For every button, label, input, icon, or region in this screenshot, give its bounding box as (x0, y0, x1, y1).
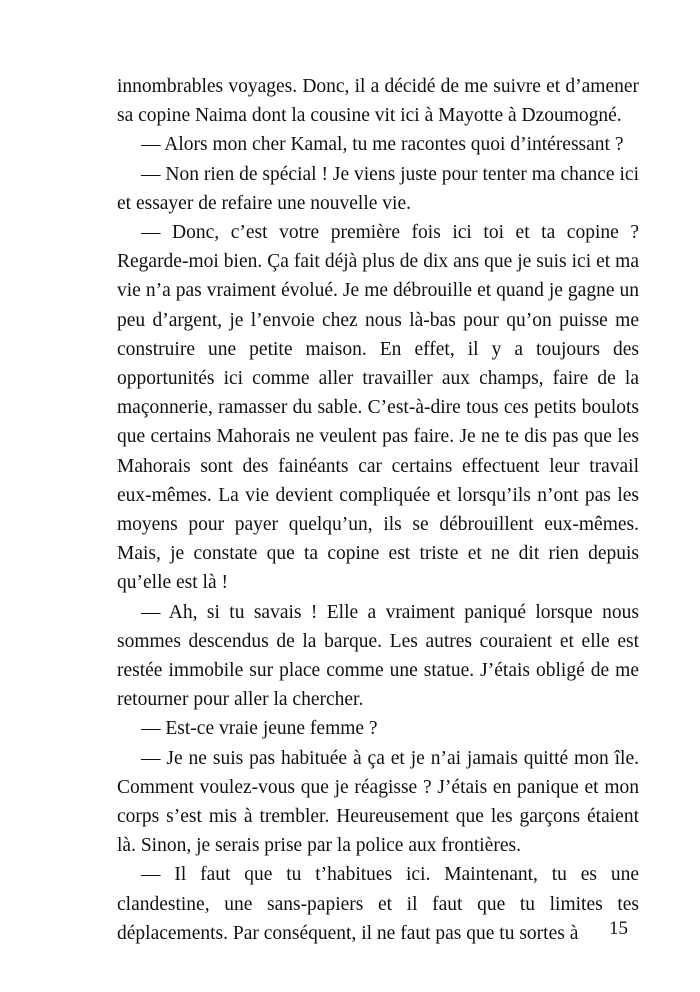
paragraph: — Il faut que tu t’habitues ici. Maintenant, tu es une clandestine, une sans-papiers et il faut que tu limites tes déplacements. Par conséquent, il ne faut pas que tu sortes à (117, 864, 639, 944)
paragraph: — Non rien de spécial ! Je viens juste pour tenter ma chance ici et essayer de refaire une nouvelle vie. (117, 163, 639, 214)
paragraph: — Est-ce vraie jeune femme ? (141, 718, 378, 740)
paragraph: — Alors mon cher Kamal, tu me racontes quoi d’intéressant ? (141, 134, 624, 156)
paragraph: — Donc, c’est votre première fois ici toi et ta copine ? Regarde-moi bien. Ça fait déjà plus de dix ans que je suis ici et ma vie n’a pas vraiment évolué. Je me débrouille et quand je gagne un peu d’argent, je l’envoie chez nous là-bas pour qu’on puisse me construire une petite maison. En effet, il y a toujours des opportunités ici comme aller travailler aux champs, faire de la maçonnerie, ramasser du sable. C’est-à-dire tous ces petits boulots que certains Mahorais ne veulent pas faire. Je ne te dis pas que les Mahorais sont des fainéants car certains effectuent leur travail eux-mêmes. La vie devient compliquée et lorsqu’ils n’ont pas les moyens pour payer quelqu’un, ils se débrouillent eux-mêmes. Mais, je constate que ta copine est triste et ne dit rien depuis qu’elle est là ! (117, 222, 639, 594)
page-number: 15 (609, 918, 628, 939)
paragraph: — Ah, si tu savais ! Elle a vraiment paniqué lorsque nous sommes descendus de la barque. Les autres couraient et elle est restée immobile sur place comme une statue. J’étais obligé de me retourner pour aller la chercher. (117, 601, 639, 711)
page-body-text (117, 72, 639, 948)
paragraph: innombrables voyages. Donc, il a décidé de me suivre et d’amener sa copine Naima dont la cousine vit ici à Mayotte à Dzoumogné. (117, 76, 639, 127)
paragraph: — Je ne suis pas habituée à ça et je n’ai jamais quitté mon île. Comment voulez-vous que je réagisse ? J’étais en panique et mon corps s’est mis à trembler. Heureusement que les garçons étaient là. Sinon, je serais prise par la police aux frontières. (117, 747, 639, 857)
